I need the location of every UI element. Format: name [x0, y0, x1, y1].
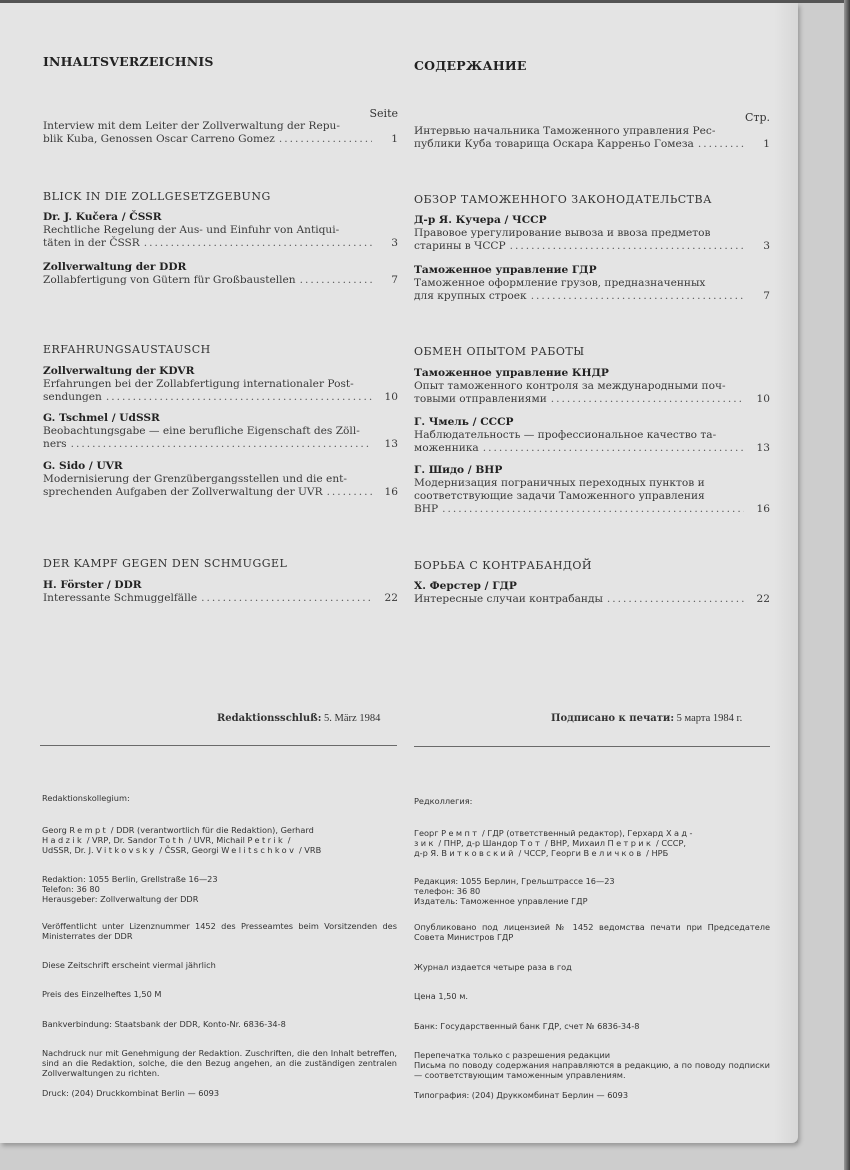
leader-dots — [279, 133, 372, 146]
board-text: / ГДР (ответственный редактор), Герхард — [479, 828, 666, 838]
editorial-deadline-german — [217, 713, 380, 724]
entry-text: ВНР — [414, 503, 439, 515]
page-edge-shade — [774, 3, 798, 1143]
editorial-board — [42, 825, 397, 856]
entry-author: Х. Ферстер / ГДР — [414, 580, 517, 592]
page-number: 22 — [756, 593, 770, 605]
entry-text: соответствующие задачи Таможенного управления — [414, 490, 705, 502]
board-line — [414, 838, 770, 848]
leader-dots — [327, 486, 372, 499]
entry-text: Modernisierung der Grenzübergangsstellen und die ent- — [43, 473, 347, 485]
board-text: д-р Я. — [414, 848, 442, 859]
toc-entry[interactable] — [414, 264, 770, 303]
letters-note: Письма по поводу содержания направляются в редакцию, а по поводу подписки — соответствующим таможенным управлениям. — [414, 1060, 770, 1081]
entry-line — [414, 125, 770, 138]
board-text: / VRP, Dr. Sandor — [84, 835, 160, 846]
reprint-note: Перепечатка только с разрешения редакции — [414, 1050, 611, 1060]
entry-line — [43, 486, 398, 499]
leader-dots — [483, 442, 744, 455]
toc-entry[interactable] — [414, 580, 770, 606]
entry-line — [414, 138, 770, 151]
board-name: Hadzik — [42, 835, 85, 846]
entry-text: Таможенное оформление грузов, предназначенных — [414, 277, 706, 289]
frequency-note: Журнал издается четыре раза в год — [414, 962, 572, 972]
entry-author: G. Sido / UVR — [43, 460, 123, 472]
board-line — [42, 835, 397, 845]
leader-dots — [144, 237, 372, 250]
entry-text: Rechtliche Regelung der Aus- und Einfuhr von Antiqui- — [43, 224, 340, 236]
board-label: Редколлегия: — [414, 796, 473, 806]
page-number: 22 — [384, 592, 398, 604]
page-column-label-german: Seite — [369, 107, 398, 120]
page-number: 16 — [384, 486, 398, 498]
leader-dots — [300, 274, 372, 287]
toc-entry[interactable] — [43, 365, 398, 404]
entry-text: Erfahrungen bei der Zollabfertigung internationaler Post- — [43, 378, 354, 390]
toc-entry[interactable] — [43, 412, 398, 451]
entry-line — [414, 240, 770, 253]
entry-text: sendungen — [43, 391, 102, 403]
document-page — [0, 3, 798, 1143]
board-name: Ремпт — [441, 828, 480, 838]
leader-dots — [551, 393, 744, 406]
board-label: Redaktionskollegium: — [42, 793, 130, 803]
entry-line — [414, 442, 770, 455]
printer-note: Druck: (204) Druckkombinat Berlin — 6093 — [42, 1088, 220, 1098]
deadline-label: Redaktionsschluß: — [217, 713, 322, 724]
entry-text: Beobachtungsgabe — eine berufliche Eigenschaft des Zöll- — [43, 425, 360, 437]
section-heading: DER KAMPF GEGEN DEN SCHMUGGEL — [43, 557, 288, 570]
board-text: / ČSSR, Georgi — [156, 845, 222, 856]
board-text: / СССР, — [653, 838, 687, 849]
board-name: Vitkovsky — [96, 845, 157, 856]
board-name: Rempt — [69, 825, 109, 835]
toc-entry[interactable] — [43, 211, 398, 250]
entry-text: täten in der ČSSR — [43, 237, 140, 249]
entry-author: Dr. J. Kučera / ČSSR — [43, 211, 162, 223]
section-heading: ОБМЕН ОПЫТОМ РАБОТЫ — [414, 345, 585, 358]
editorial-phone: Telefon: 36 80 — [42, 884, 100, 894]
signed-label: Подписано к печати: — [551, 713, 675, 724]
entry-author: G. Tschmel / UdSSR — [43, 412, 160, 424]
price-note: Preis des Einzelheftes 1,50 M — [42, 989, 162, 999]
board-line — [42, 825, 397, 835]
page-number: 13 — [384, 438, 398, 450]
board-line — [414, 848, 770, 858]
entry-text: старины в ЧССР — [414, 240, 506, 252]
entry-line — [414, 277, 770, 290]
page-number: 16 — [756, 503, 770, 515]
entry-text: Interessante Schmuggelfälle — [43, 592, 198, 604]
imprint-german — [42, 793, 397, 1123]
leader-dots — [71, 438, 372, 451]
leader-dots — [201, 592, 372, 605]
entry-text: товыми отправлениями — [414, 393, 547, 405]
bank-details: Bankverbindung: Staatsbank der DDR, Konto-Nr. 6836-34-8 — [42, 1019, 286, 1029]
board-text: UdSSR, Dr. J. — [42, 845, 97, 856]
toc-entry-intro[interactable] — [414, 125, 770, 151]
board-text: Георг — [414, 828, 439, 838]
board-text: / DDR (verantwortlich für die Redaktion), Gerhard — [108, 825, 314, 835]
entry-author: Таможенное управление ГДР — [414, 264, 597, 276]
board-name: Welitschkov — [221, 845, 297, 856]
license-note: Veröffentlicht unter Lizenznummer 1452 des Presseamtes beim Vorsitzenden des Ministerrates der DDR — [42, 921, 397, 942]
toc-entry[interactable] — [43, 579, 398, 605]
entry-text: для крупных строек — [414, 290, 527, 302]
entry-line — [43, 274, 398, 287]
page-number: 1 — [391, 133, 398, 145]
bank-details: Банк: Государственный банк ГДР, счет № 6836-34-8 — [414, 1021, 640, 1031]
entry-line — [414, 429, 770, 442]
board-name: Петрик — [607, 838, 654, 849]
entry-line — [414, 593, 770, 606]
toc-entry[interactable] — [414, 464, 770, 516]
printer-note: Типография: (204) Друккомбинат Берлин — 6093 — [414, 1090, 629, 1100]
entry-text: Zollabfertigung von Gütern für Großbaustellen — [43, 274, 296, 286]
board-name: Витковский — [441, 848, 516, 859]
entry-line — [43, 592, 398, 605]
page-number: 13 — [756, 442, 770, 454]
entry-text: Interview mit dem Leiter der Zollverwaltung der Repu- — [43, 120, 340, 132]
entry-line — [414, 490, 770, 503]
entry-text: Опыт таможенного контроля за международными поч- — [414, 380, 726, 392]
leader-dots — [698, 138, 744, 151]
divider-russian — [414, 746, 770, 747]
entry-author: Zollverwaltung der KDVR — [43, 365, 195, 377]
board-text: / ПНР, д-р Шандор — [435, 838, 521, 849]
entry-line — [43, 391, 398, 404]
divider-german — [40, 745, 397, 746]
signed-to-print-russian — [551, 713, 742, 724]
board-text: / UVR, Michail — [185, 835, 248, 846]
entry-line — [414, 290, 770, 303]
entry-text: Модернизация пограничных переходных пунктов и — [414, 477, 705, 489]
license-note: Опубликовано под лицензией № 1452 ведомства печати при Председателе Совета Министров ГДР — [414, 922, 770, 943]
scanner-right-edge — [844, 0, 850, 1170]
entry-text: ners — [43, 438, 67, 450]
entry-line — [43, 425, 398, 438]
entry-author: Г. Шидо / ВНР — [414, 464, 503, 476]
page-number: 10 — [384, 391, 398, 403]
page-number: 3 — [391, 237, 398, 249]
page-number: 1 — [763, 138, 770, 150]
entry-text: моженника — [414, 442, 479, 454]
board-name: Тот — [520, 838, 543, 849]
page-column-label-russian: Стр. — [744, 111, 770, 124]
page-number: 10 — [756, 393, 770, 405]
board-name: Величков — [583, 848, 644, 859]
leader-dots — [607, 593, 744, 606]
price-note: Цена 1,50 м. — [414, 991, 468, 1001]
toc-entry[interactable] — [414, 416, 770, 455]
toc-title-german: INHALTSVERZEICHNIS — [43, 54, 214, 69]
board-line — [42, 845, 397, 855]
toc-entry[interactable] — [43, 460, 398, 499]
entry-author: Zollverwaltung der DDR — [43, 261, 187, 273]
entry-text: Интересные случаи контрабанды — [414, 593, 603, 605]
entry-line — [43, 237, 398, 250]
section-heading: БОРЬБА С КОНТРАБАНДОЙ — [414, 559, 592, 572]
board-name: зик — [414, 838, 436, 849]
board-text: / ВНР, Михаил — [542, 838, 608, 849]
toc-entry-intro[interactable] — [43, 120, 398, 146]
entry-text: Наблюдательность — профессиональное качество та- — [414, 429, 717, 441]
entry-text: Интервью начальника Таможенного управления Рес- — [414, 125, 716, 137]
toc-entry[interactable] — [414, 367, 770, 406]
toc-title-russian: СОДЕРЖАНИЕ — [414, 58, 527, 73]
board-name: Toth — [159, 835, 186, 846]
section-heading: BLICK IN DIE ZOLLGESETZGEBUNG — [43, 190, 271, 203]
entry-author: H. Förster / DDR — [43, 579, 142, 591]
entry-text: blik Kuba, Genossen Oscar Carreno Gomez — [43, 133, 275, 145]
reprint-note: Nachdruck nur mit Genehmigung der Redaktion. Zuschriften, die den Inhalt betreffen, sind an die Redaktion, solche, die den Bezug angehen, an die zuständigen zentralen Zollverwaltungen zu richten. — [42, 1048, 397, 1079]
editorial-address: Redaktion: 1055 Berlin, Grellstraße 16—23 — [42, 874, 218, 884]
board-line — [414, 828, 770, 838]
entry-line — [43, 438, 398, 451]
page-number: 3 — [763, 240, 770, 252]
page-number: 7 — [763, 290, 770, 302]
entry-author: Д-р Я. Кучера / ЧССР — [414, 214, 547, 226]
editorial-phone: телефон: 36 80 — [414, 886, 481, 896]
board-name: Хад- — [665, 828, 695, 838]
board-text: / VRB — [296, 845, 322, 856]
entry-text: sprechenden Aufgaben der Zollverwaltung der UVR — [43, 486, 323, 498]
section-heading: ОБЗОР ТАМОЖЕННОГО ЗАКОНОДАТЕЛЬСТВА — [414, 193, 712, 206]
entry-line — [43, 120, 398, 133]
leader-dots — [442, 503, 744, 516]
section-heading: ERFAHRUNGSAUSTAUSCH — [43, 343, 211, 356]
editorial-board — [414, 828, 770, 859]
editorial-address: Редакция: 1055 Берлин, Грельштрассе 16—23 — [414, 876, 615, 886]
board-text: / НРБ — [643, 848, 669, 859]
board-name: Petrik — [247, 835, 286, 846]
entry-text: публики Куба товарища Оскара Карреньо Гомеза — [414, 138, 694, 150]
entry-line — [414, 477, 770, 490]
entry-line — [43, 473, 398, 486]
publisher: Herausgeber: Zollverwaltung der DDR — [42, 894, 199, 904]
entry-line — [43, 224, 398, 237]
entry-line — [414, 393, 770, 406]
entry-line — [414, 503, 770, 516]
page-number: 7 — [391, 274, 398, 286]
leader-dots — [106, 391, 372, 404]
toc-entry[interactable] — [43, 261, 398, 287]
signed-date: 5 марта 1984 г. — [676, 713, 743, 724]
entry-author: Г. Чмель / СССР — [414, 416, 514, 428]
frequency-note: Diese Zeitschrift erscheint viermal jährlich — [42, 960, 216, 970]
board-text: / — [285, 835, 291, 846]
entry-line — [43, 133, 398, 146]
leader-dots — [510, 240, 744, 253]
leader-dots — [531, 290, 744, 303]
toc-entry[interactable] — [414, 214, 770, 253]
entry-line — [414, 227, 770, 240]
imprint-russian — [414, 796, 770, 1126]
publisher: Издатель: Таможенное управление ГДР — [414, 896, 588, 906]
deadline-date: 5. März 1984 — [324, 713, 381, 724]
board-text: Georg — [42, 825, 67, 835]
entry-line — [43, 378, 398, 391]
entry-author: Таможенное управление КНДР — [414, 367, 609, 379]
entry-line — [414, 380, 770, 393]
board-text: / ЧССР, Георги — [515, 848, 584, 859]
entry-text: Правовое урегулирование вывоза и ввоза предметов — [414, 227, 711, 239]
